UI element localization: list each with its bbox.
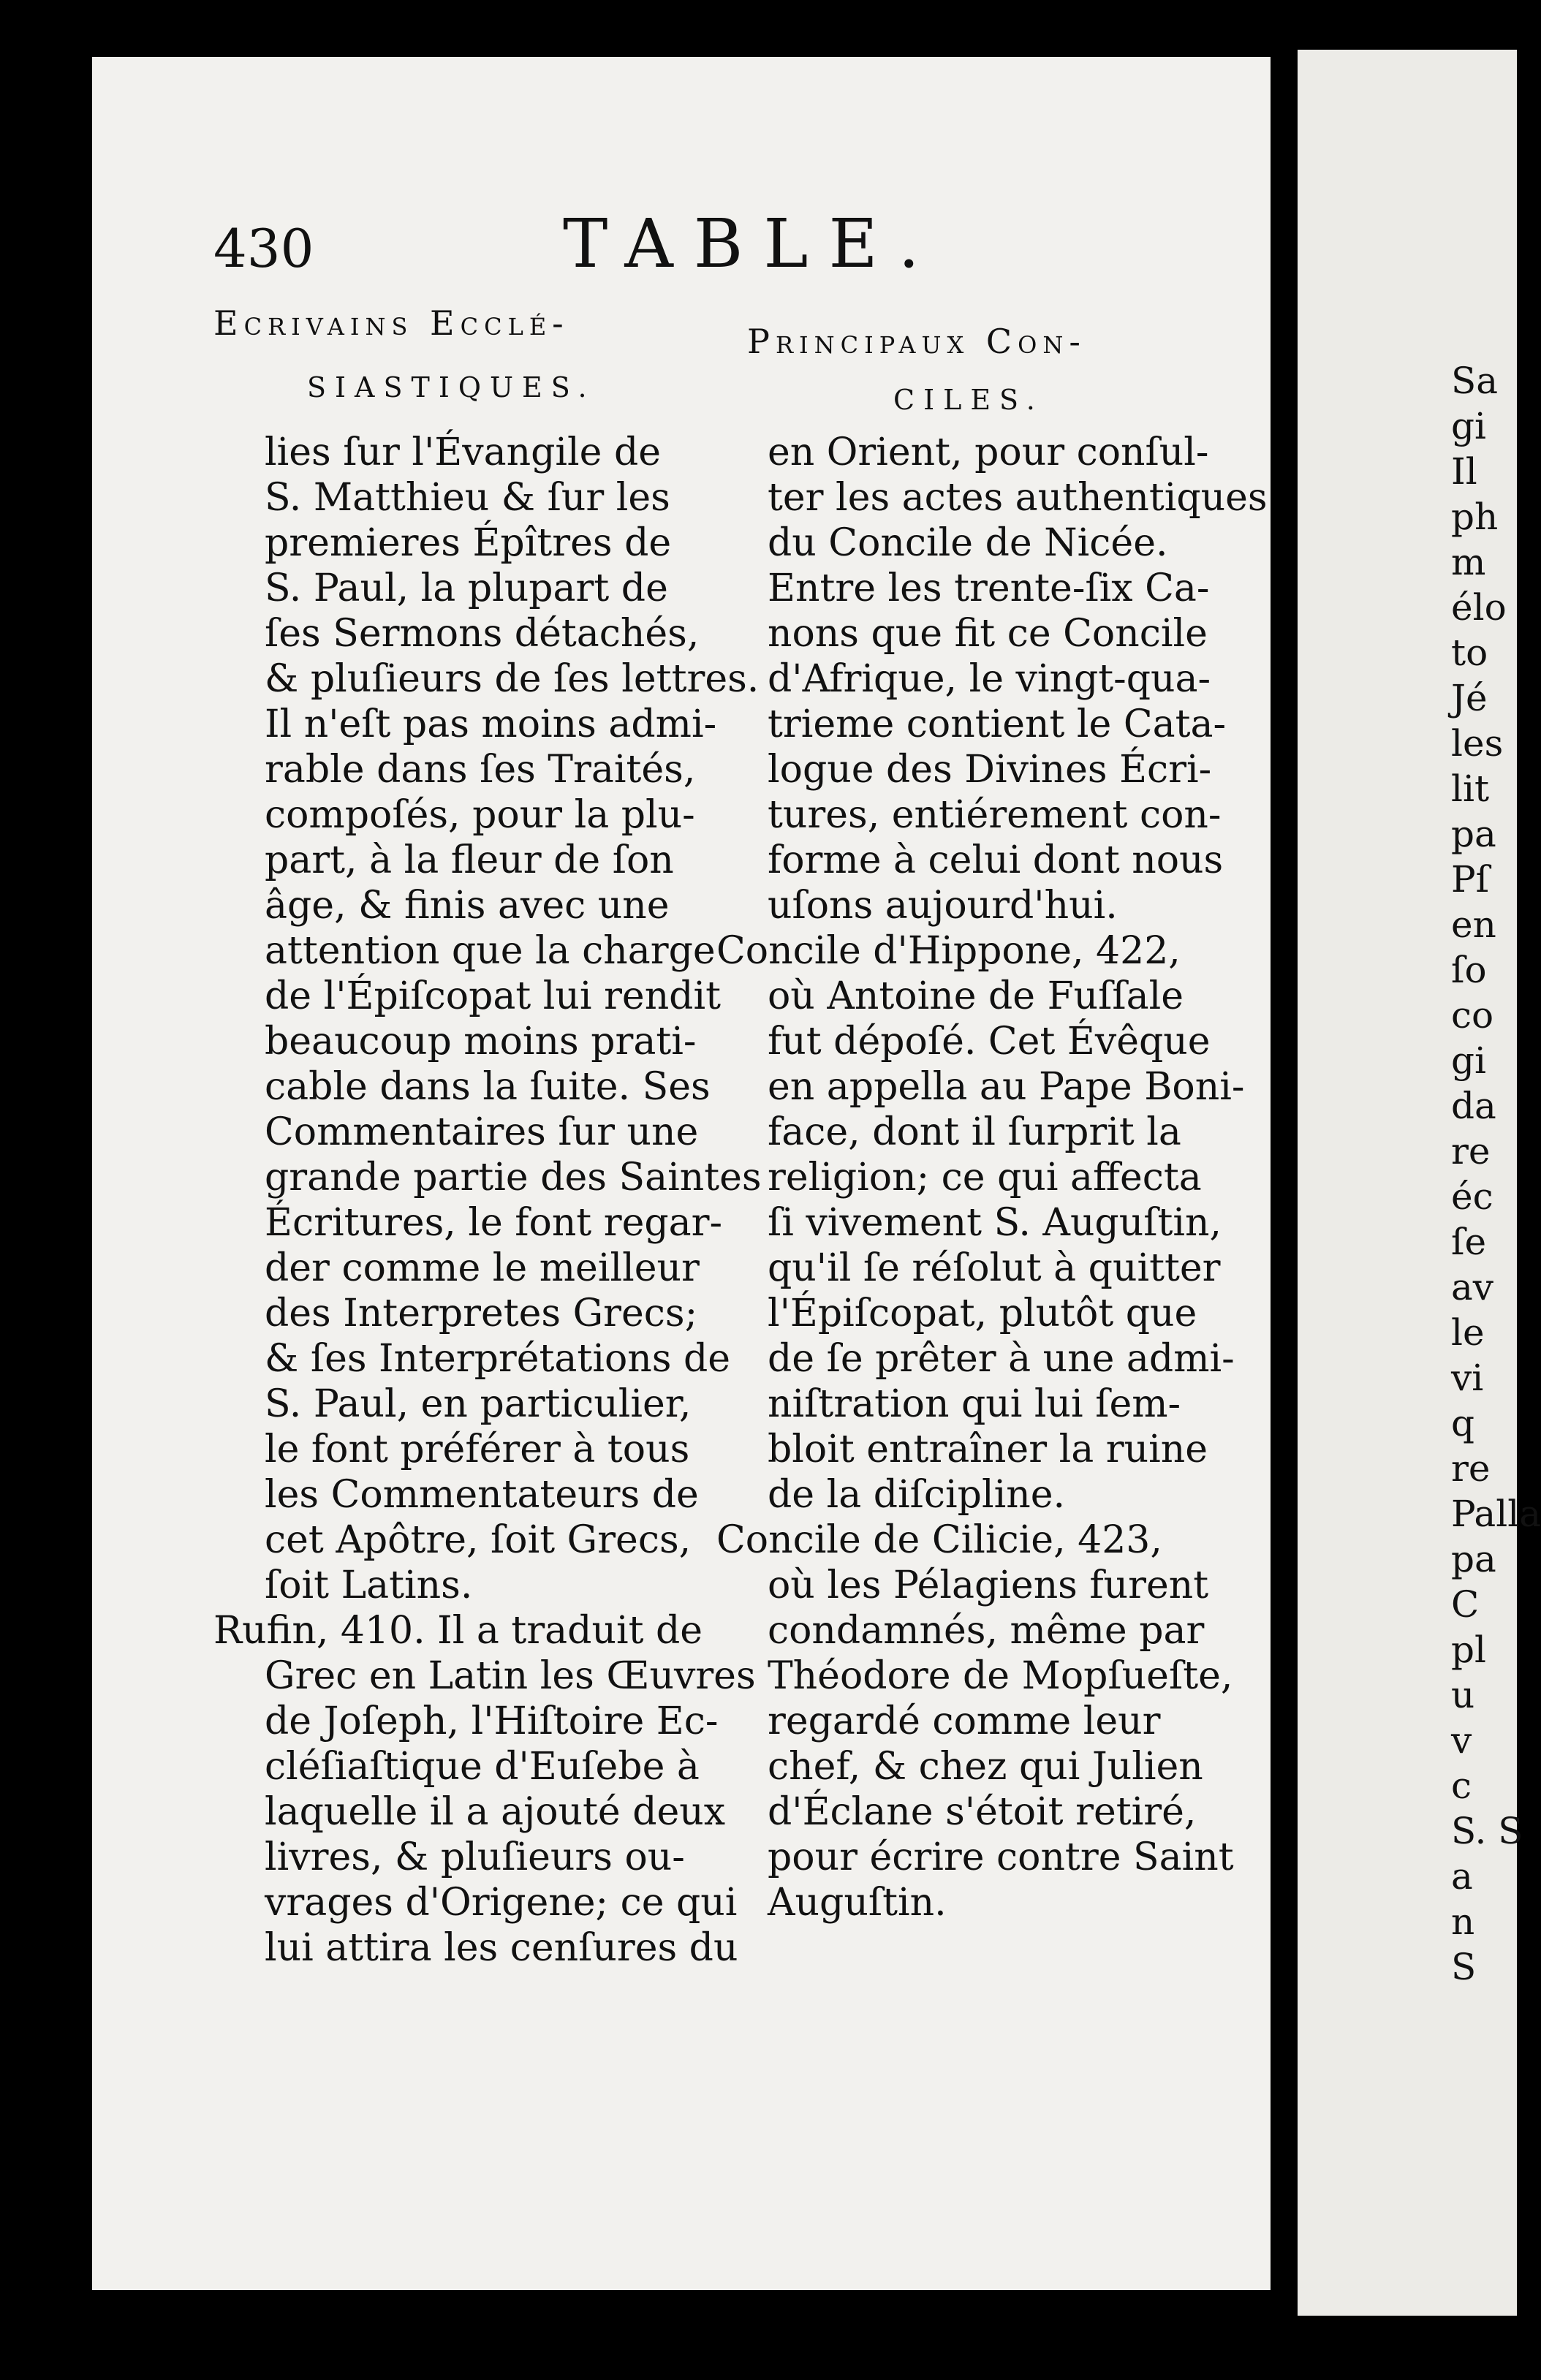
text-line: ſi vivement S. Auguſtin, — [768, 1201, 1222, 1245]
facing-line-fragment: Palla — [1451, 1493, 1541, 1535]
text-line: Théodore de Mopſueſte, — [768, 1654, 1233, 1698]
facing-line-fragment: pa — [1451, 813, 1496, 855]
text-line: Entre les trente-ſix Ca- — [768, 566, 1210, 610]
text-line: tures, entiérement con- — [768, 793, 1222, 837]
facing-page-text — [1451, 358, 1541, 1990]
text-line: lui attira les cenſures du — [265, 1926, 738, 1970]
facing-line-fragment: n — [1451, 1900, 1475, 1943]
text-line: chef, & chez qui Julien — [768, 1745, 1203, 1789]
text-line: pour écrire contre Saint — [768, 1835, 1234, 1879]
text-line: S. Paul, la plupart de — [265, 566, 668, 610]
text-line: du Concile de Nicée. — [768, 521, 1168, 565]
facing-line-fragment: C — [1451, 1583, 1480, 1626]
text-line: laquelle il a ajouté deux — [265, 1790, 726, 1834]
right-column-text — [716, 430, 1268, 1925]
text-line: uſons aujourd'hui. — [768, 884, 1118, 928]
text-line: des Interpretes Grecs; — [265, 1292, 698, 1335]
page-title: TABLE. — [563, 205, 940, 283]
text-line: de ſe prêter à une admi- — [768, 1337, 1235, 1381]
text-line: rable dans ſes Traités, — [265, 748, 696, 792]
facing-line-fragment: S. S — [1451, 1810, 1523, 1852]
text-line: cable dans la ſuite. Ses — [265, 1065, 711, 1109]
text-line: en appella au Pape Boni- — [768, 1065, 1245, 1109]
text-line: ſoit Latins. — [265, 1564, 473, 1607]
facing-line-fragment: ſo — [1451, 949, 1487, 991]
text-line: niſtration qui lui ſem- — [768, 1382, 1181, 1426]
text-line: ſes Sermons détachés, — [265, 612, 700, 656]
left-column-text — [213, 430, 762, 1971]
left-column-heading-cont: SIASTIQUES. — [307, 371, 596, 403]
facing-line-fragment: av — [1451, 1266, 1494, 1308]
facing-line-fragment: co — [1451, 994, 1494, 1036]
facing-line-fragment: pa — [1451, 1538, 1496, 1580]
facing-line-fragment: Sa — [1451, 360, 1499, 402]
text-line: Concile d'Hippone, 422, — [716, 929, 1181, 973]
facing-line-fragment: to — [1451, 632, 1488, 674]
text-line: le font préférer à tous — [265, 1428, 690, 1471]
text-line: âge, & finis avec une — [265, 884, 670, 928]
text-line: trieme contient le Cata- — [768, 702, 1227, 746]
facing-line-fragment: c — [1451, 1765, 1472, 1807]
text-line: Concile de Cilicie, 423, — [716, 1518, 1162, 1562]
text-line: premieres Épîtres de — [265, 521, 672, 565]
facing-line-fragment: ſe — [1451, 1221, 1487, 1263]
text-line: & pluſieurs de ſes lettres. — [265, 657, 760, 701]
text-line: religion; ce qui affecta — [768, 1156, 1202, 1200]
facing-line-fragment: élo — [1451, 586, 1507, 629]
left-column-heading: Ecrivains Ecclé- — [213, 303, 569, 343]
text-line: Grec en Latin les Œuvres — [265, 1654, 756, 1698]
text-line: grande partie des Saintes — [265, 1156, 762, 1200]
facing-line-fragment: pl — [1451, 1629, 1486, 1671]
right-column-heading-cont: CILES. — [893, 384, 1044, 416]
facing-line-fragment: re — [1451, 1130, 1491, 1172]
text-line: lies ſur l'Évangile de — [265, 431, 662, 474]
text-line: où Antoine de Fuſſale — [768, 974, 1184, 1018]
text-line: de Joſeph, l'Hiſtoire Ec- — [265, 1699, 719, 1743]
facing-line-fragment: vi — [1451, 1357, 1484, 1399]
text-line: forme à celui dont nous — [768, 838, 1224, 882]
facing-line-fragment: S — [1451, 1946, 1477, 1988]
text-line: cléſiaſtique d'Euſebe à — [265, 1745, 700, 1789]
text-line: où les Pélagiens furent — [768, 1564, 1209, 1607]
text-line: logue des Divines Écri- — [768, 748, 1212, 792]
text-line: S. Paul, en particulier, — [265, 1382, 692, 1426]
facing-line-fragment: le — [1451, 1311, 1485, 1354]
text-line: Rufin, 410. Il a traduit de — [213, 1609, 703, 1653]
text-line: Commentaires ſur une — [265, 1110, 699, 1154]
text-line: bloit entraîner la ruine — [768, 1428, 1208, 1471]
facing-line-fragment: en — [1451, 903, 1496, 946]
text-line: nons que fit ce Concile — [768, 612, 1208, 656]
text-line: face, dont il ſurprit la — [768, 1110, 1181, 1154]
text-line: S. Matthieu & ſur les — [265, 476, 670, 520]
text-line: les Commentateurs de — [265, 1473, 699, 1517]
text-line: compoſés, pour la plu- — [265, 793, 695, 837]
text-line: ter les actes authentiques — [768, 476, 1268, 520]
text-line: de l'Épiſcopat lui rendit — [265, 974, 721, 1018]
text-line: en Orient, pour conſul- — [768, 431, 1209, 474]
facing-line-fragment: gi — [1451, 1039, 1486, 1082]
facing-line-fragment: Il — [1451, 450, 1477, 493]
text-line: der comme le meilleur — [265, 1246, 700, 1290]
text-line: Auguſtin. — [768, 1881, 947, 1925]
text-line: de la diſcipline. — [768, 1473, 1066, 1517]
text-line: l'Épiſcopat, plutôt que — [768, 1292, 1197, 1335]
text-line: Il n'eſt pas moins admi- — [265, 702, 717, 746]
text-line: & ſes Interprétations de — [265, 1337, 731, 1381]
facing-line-fragment: a — [1451, 1855, 1473, 1898]
text-line: d'Afrique, le vingt-qua- — [768, 657, 1211, 701]
facing-line-fragment: da — [1451, 1085, 1496, 1127]
text-line: attention que la charge — [265, 929, 716, 973]
facing-line-fragment: re — [1451, 1447, 1491, 1490]
facing-line-fragment: Pſ — [1451, 858, 1490, 901]
text-line: part, à la fleur de ſon — [265, 838, 674, 882]
text-line: livres, & pluſieurs ou- — [265, 1835, 685, 1879]
book-gutter — [1271, 51, 1297, 2303]
facing-line-fragment: u — [1451, 1674, 1475, 1716]
facing-line-fragment: Jé — [1451, 677, 1488, 719]
text-line: regardé comme leur — [768, 1699, 1161, 1743]
right-column-heading: Principaux Con- — [747, 322, 1086, 361]
text-line: qu'il ſe réſolut à quitter — [768, 1246, 1221, 1290]
facing-line-fragment: gi — [1451, 405, 1486, 447]
text-line: condamnés, même par — [768, 1609, 1205, 1653]
facing-line-fragment: éc — [1451, 1175, 1493, 1218]
facing-line-fragment: lit — [1451, 768, 1490, 810]
facing-line-fragment: q — [1451, 1402, 1475, 1444]
facing-line-fragment: les — [1451, 722, 1504, 765]
text-line: Écritures, le font regar- — [265, 1201, 723, 1245]
page-number: 430 — [213, 218, 314, 279]
text-line: cet Apôtre, ſoit Grecs, — [265, 1518, 692, 1562]
text-line: beaucoup moins prati- — [265, 1020, 697, 1064]
facing-line-fragment: ph — [1451, 496, 1499, 538]
facing-line-fragment: m — [1451, 541, 1486, 583]
text-line: fut dépoſé. Cet Évêque — [768, 1020, 1211, 1064]
text-line: vrages d'Origene; ce qui — [265, 1881, 738, 1925]
text-line: d'Éclane s'étoit retiré, — [768, 1790, 1197, 1834]
facing-line-fragment: v — [1451, 1719, 1472, 1762]
